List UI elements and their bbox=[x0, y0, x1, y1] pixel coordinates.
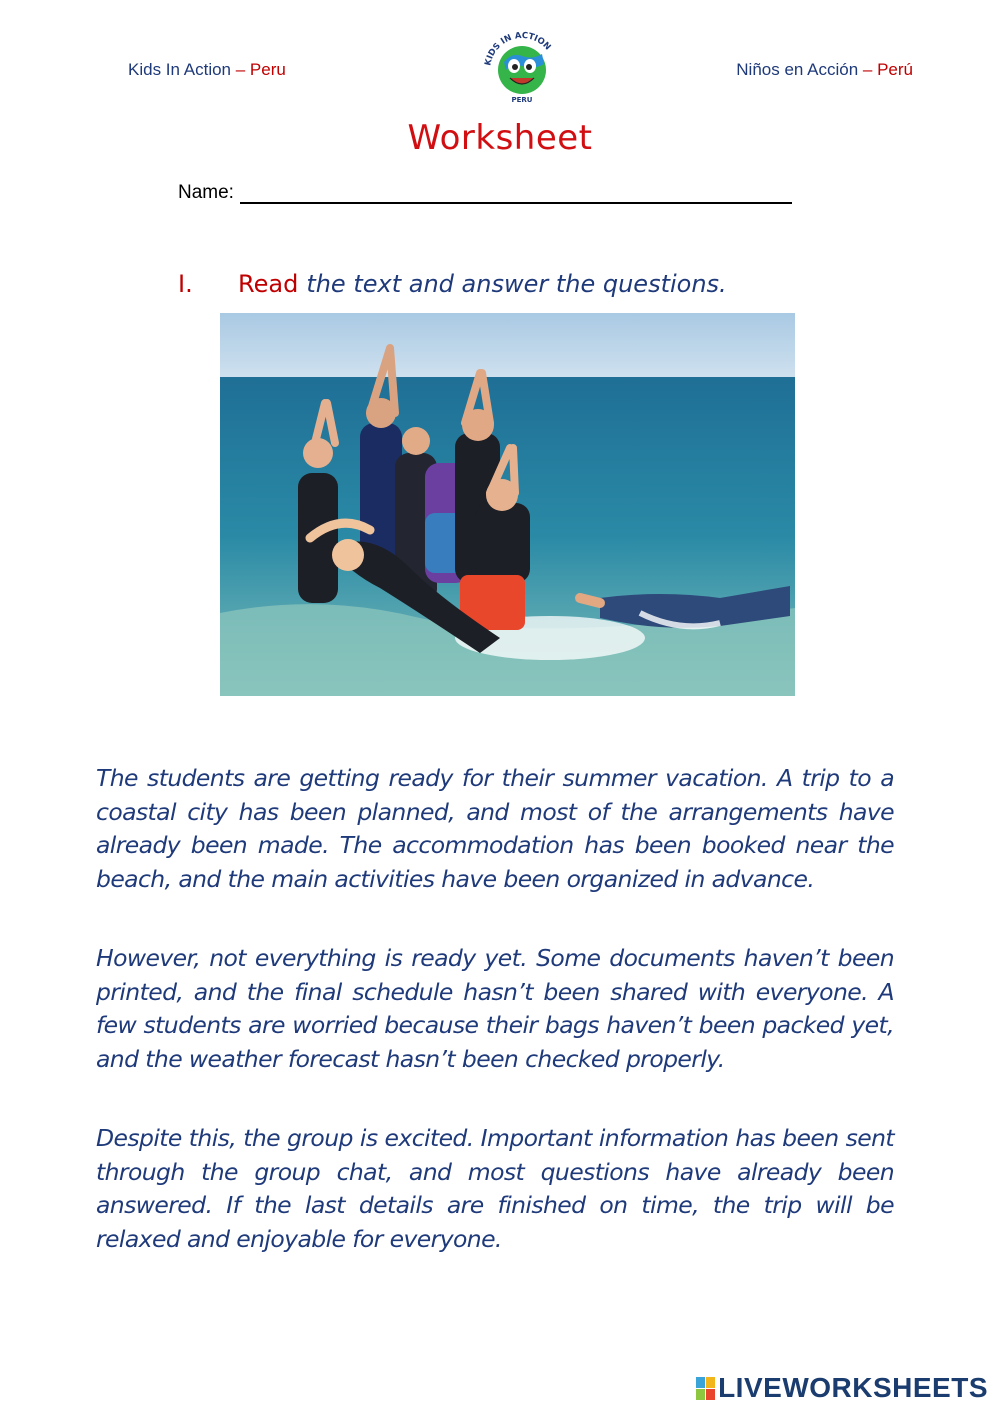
instruction-text: the text and answer the questions. bbox=[306, 270, 727, 298]
paragraph-2: However, not everything is ready yet. Some documents haven’t been printed, and the final schedule hasn’t been shared with everyone. A few students are worried because their bags haven’t been packed yet, and the weather forecast hasn’t been checked properly. bbox=[96, 944, 894, 1073]
header-left-sep: – bbox=[231, 60, 250, 79]
liveworksheets-wordmark: LIVEWORKSHEETS bbox=[718, 1372, 988, 1403]
name-label: Name: bbox=[178, 182, 234, 203]
instruction bbox=[178, 270, 727, 298]
logo-bottom-text: PERU bbox=[511, 96, 533, 104]
liveworksheets-logo bbox=[696, 1372, 988, 1404]
header-left bbox=[128, 60, 286, 80]
header-right-sep: – bbox=[858, 60, 878, 79]
header-right bbox=[736, 60, 913, 80]
name-row bbox=[178, 182, 792, 204]
name-input-line[interactable] bbox=[240, 182, 792, 204]
instruction-number: I. bbox=[178, 270, 193, 298]
worksheet-title: Worksheet bbox=[407, 118, 593, 158]
liveworksheets-grid-icon bbox=[696, 1377, 715, 1400]
header-left-country: Peru bbox=[249, 60, 286, 79]
logo-top-text: KIDS IN ACTION bbox=[483, 30, 553, 67]
beach-photo bbox=[220, 313, 795, 696]
header-right-country: Perú bbox=[877, 60, 913, 79]
paragraph-3: Despite this, the group is excited. Important information has been sent through the group chat, and most questions have already been answered. If the last details are finished on time, the trip will be relaxed and enjoyable for everyone. bbox=[96, 1124, 894, 1253]
header-right-name: Niños en Acción bbox=[736, 60, 859, 79]
paragraph-1: The students are getting ready for their summer vacation. A trip to a coastal city has been planned, and most of the arrangements have already been made. The accommodation has been booked near the beach, and the main activities have been organized in advance. bbox=[96, 764, 894, 893]
instruction-verb: Read bbox=[238, 270, 299, 298]
header-left-name: Kids In Action bbox=[128, 60, 232, 79]
kids-in-action-logo bbox=[478, 22, 566, 108]
